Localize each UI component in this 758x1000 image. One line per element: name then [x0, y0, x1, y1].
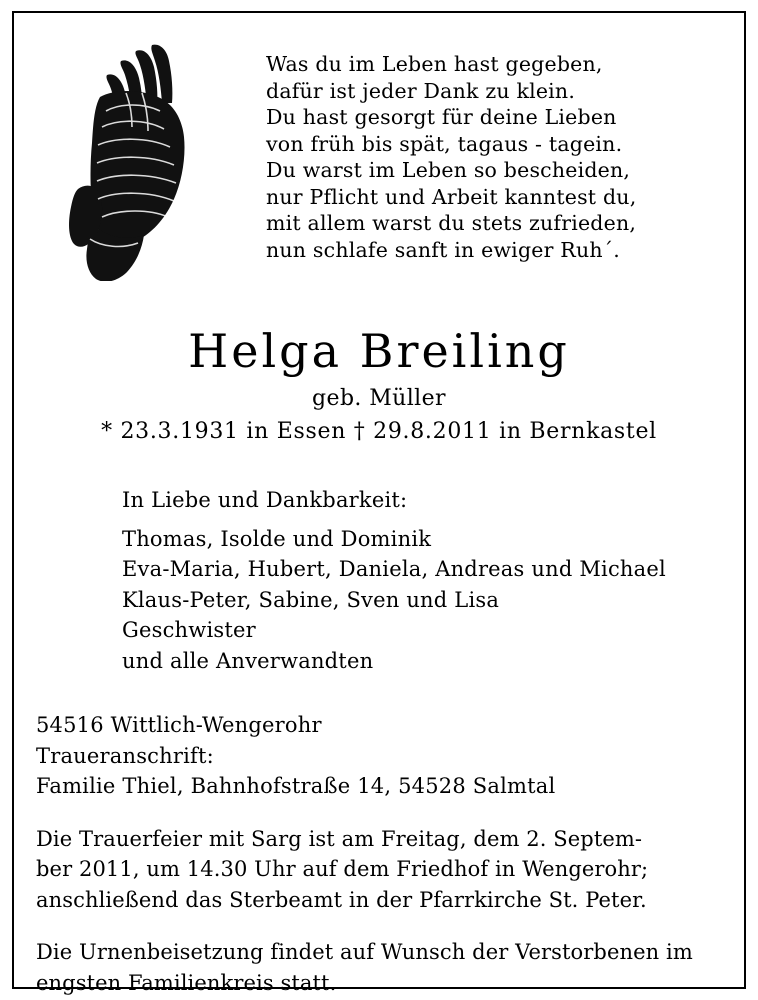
praying-hands-container: [36, 31, 266, 281]
deceased-full-name: Helga Breiling: [188, 324, 570, 378]
urn-line: Die Urnenbeisetzung findet auf Wunsch der Verstorbenen im: [36, 940, 693, 964]
mourner-line: Geschwister: [122, 618, 256, 642]
mourners-block: [36, 485, 722, 676]
deceased-maiden-name: geb. Müller: [312, 386, 446, 411]
poem-block: [266, 31, 722, 263]
poem-line: Was du im Leben hast gegeben,: [266, 52, 603, 76]
poem-line: dafür ist jeder Dank zu klein.: [266, 78, 576, 103]
poem-line: von früh bis spät, tagaus - tagein.: [266, 131, 623, 156]
mourners-intro: In Liebe und Dankbarkeit:: [122, 488, 408, 512]
address-block: [36, 710, 722, 802]
funeral-line: ber 2011, um 14.30 Uhr auf dem Friedhof in Wengerohr;: [36, 857, 649, 881]
address-place: 54516 Wittlich-Wengerohr: [36, 713, 322, 737]
mourner-line: Thomas, Isolde und Dominik: [122, 526, 432, 551]
poem-line: nun schlafe sanft in ewiger Ruh´.: [266, 237, 620, 262]
poem-line: nur Pflicht und Arbeit kanntest du,: [266, 184, 637, 209]
mourner-line: Klaus-Peter, Sabine, Sven und Lisa: [122, 587, 500, 612]
address-label: Traueranschrift:: [36, 743, 214, 768]
mourner-line: und alle Anverwandten: [122, 648, 374, 673]
poem-line: mit allem warst du stets zufrieden,: [266, 211, 637, 235]
obituary-content: [14, 13, 744, 995]
address-contact: Familie Thiel, Bahnhofstraße 14, 54528 Salmtal: [36, 774, 556, 798]
urn-line: engsten Familienkreis statt.: [36, 970, 337, 995]
mourner-line: Eva-Maria, Hubert, Daniela, Andreas und Michael: [122, 557, 666, 581]
poem-line: Du hast gesorgt für deine Lieben: [266, 105, 617, 129]
funeral-paragraph: [36, 824, 722, 916]
funeral-line: Die Trauerfeier mit Sarg ist am Freitag, dem 2. Septem-: [36, 826, 643, 851]
urn-paragraph: [36, 937, 722, 998]
deceased-name-block: [36, 325, 722, 447]
deceased-dates: * 23.3.1931 in Essen † 29.8.2011 in Bernkastel: [101, 419, 657, 444]
praying-hands-icon: [66, 41, 216, 281]
funeral-line: anschließend das Sterbeamt in der Pfarrkirche St. Peter.: [36, 887, 647, 912]
header-section: [36, 31, 722, 281]
poem-line: Du warst im Leben so bescheiden,: [266, 158, 631, 182]
